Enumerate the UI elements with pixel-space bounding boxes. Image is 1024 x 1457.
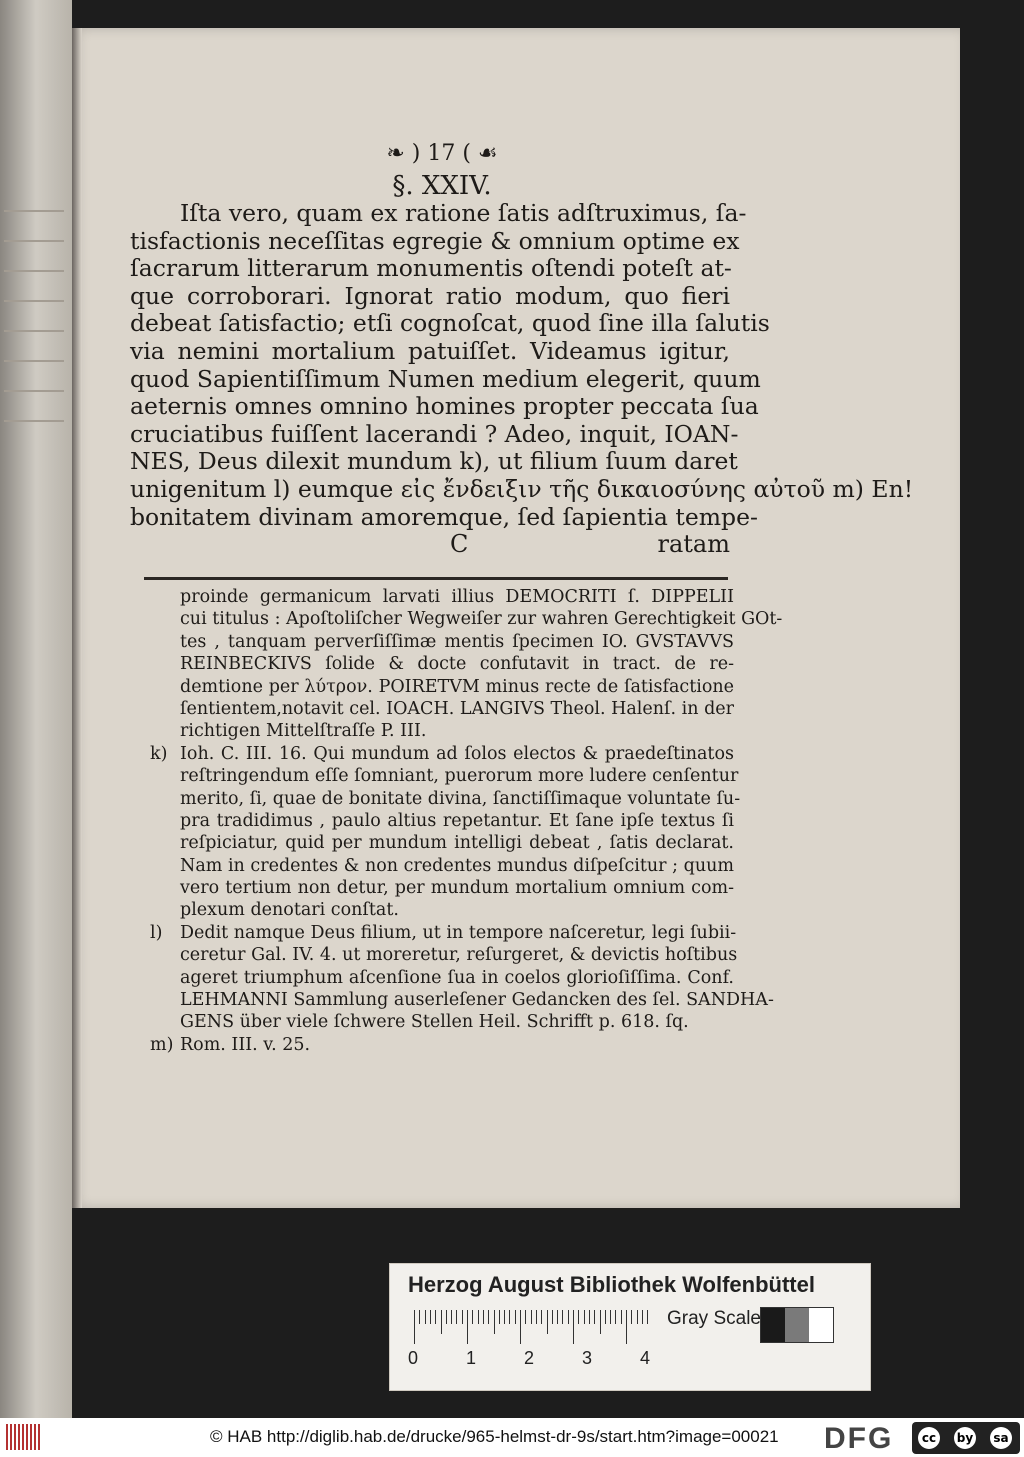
body-line: bonitatem divinam amoremque, ſed ſapientia tempe-: [130, 502, 758, 531]
ruler-number: 2: [524, 1348, 535, 1368]
ruler-tick: [642, 1310, 643, 1324]
body-line: via nemini mortalium patuiſſet. Videamus igitur,: [130, 336, 730, 365]
sa-icon: sa: [990, 1427, 1012, 1449]
footnote-text: tes , tanquam perverſiſſimæ mentis ſpecimen IO. GVSTAVVS: [180, 631, 734, 652]
ruler-tick: [504, 1310, 505, 1324]
ruler-tick: [610, 1310, 611, 1324]
ruler-tick: [446, 1310, 447, 1324]
footnote-text: plexum denotari conſtat.: [180, 900, 399, 921]
footnote-line: [150, 832, 734, 854]
body-line: debeat ſatisfactio; etſi cognoſcat, quod ſine illa ſalutis: [130, 309, 770, 338]
body-line: que corroborari. Ignorat ratio modum, quo fieri: [130, 281, 730, 310]
body-line: NES, Deus dilexit mundum k), ut filium ſuum daret: [130, 447, 738, 476]
ruler-tick: [557, 1310, 558, 1324]
ruler-tick: [509, 1310, 510, 1324]
ruler-tick: [414, 1310, 415, 1344]
ruler-number: 0: [408, 1348, 419, 1368]
ruler-tick: [647, 1310, 648, 1324]
footnote-text: reſtringendum eſſe ſomniant, puerorum more ludere cenſentur: [180, 766, 739, 787]
footnote-text: Dedit namque Deus filium, ut in tempore naſceretur, legi ſubii-: [180, 922, 737, 943]
barcode-icon: [6, 1424, 42, 1450]
ruler-tick: [494, 1310, 495, 1334]
footnote-text: GENS über viele ſchwere Stellen Heil. Schrifft p. 618. ſq.: [180, 1012, 689, 1033]
body-line: Iſta vero, quam ex ratione ſatis adſtruximus, ſa-: [180, 199, 747, 227]
ruler-tick: [552, 1310, 553, 1324]
ghost-text-line: [4, 390, 64, 392]
footnote-line: [150, 1034, 734, 1056]
footnote-text: proinde germanicum larvati illius DEMOCRITI ſ. DIPPELII: [180, 587, 734, 607]
footnote-text: vero tertium non detur, per mundum mortalium omnium com-: [180, 878, 734, 899]
footnote-marker: m): [150, 1034, 174, 1055]
footnote-line: [150, 631, 734, 653]
reference-label: [389, 1263, 871, 1391]
footnote-line: [150, 653, 734, 675]
ruler-tick: [435, 1310, 436, 1324]
ruler-tick: [472, 1310, 473, 1324]
footnote-line: [150, 944, 738, 966]
footnote-text: Nam in credentes & non credentes mundus diſpeſcitur ; quum: [180, 855, 734, 876]
gray-scale-label: Gray Scale: [667, 1308, 761, 1329]
by-icon: by: [954, 1427, 976, 1449]
footnote-line: [150, 720, 734, 742]
ruler-scale: [414, 1310, 650, 1346]
footnote-text: ſentientem,notavit cel. IOACH. LANGIVS Theol. Halenſ. in der: [180, 698, 734, 719]
ghost-text-line: [4, 330, 64, 332]
footnote-text: LEHMANNI Sammlung auserleſener Gedancken des ſel. SANDHA-: [180, 990, 774, 1011]
ruler-number: 3: [582, 1348, 593, 1368]
footnote-text: ageret triumphum aſcenſione ſua in coelos glorioſiſſima. Conf.: [180, 967, 734, 988]
body-line: aeternis omnes omnino homines propter peccata ſua: [130, 392, 759, 421]
body-line: cruciatibus fuiſſent lacerandi ? Adeo, inquit, IOAN-: [130, 419, 739, 448]
footnote-text: ceretur Gal. IV. 4. ut moreretur, reſurgeret, & devictis hoſtibus: [180, 945, 738, 966]
ruler-tick: [531, 1310, 532, 1324]
footnote-text: reſpiciatur, quid per mundum intelligi debeat , ſatis declarat.: [180, 833, 734, 854]
previous-page-edge: [0, 0, 72, 1418]
ruler-tick: [430, 1310, 431, 1324]
footnote-marker: l): [150, 922, 163, 943]
body-line: tisfactionis neceſſitas egregie & omnium optime ex: [130, 226, 740, 255]
ruler-tick: [425, 1310, 426, 1324]
ruler-tick: [562, 1310, 563, 1324]
footer-bar: [0, 1418, 1024, 1457]
footnote-text: richtigen Mittelſtraſſe P. III.: [180, 721, 427, 742]
ruler-tick: [541, 1310, 542, 1324]
footnote-line: [150, 810, 734, 832]
credit-link[interactable]: © HAB http://diglib.hab.de/drucke/965-helmst-dr-9s/start.htm?image=00021: [210, 1427, 779, 1446]
footnote-line: [150, 788, 741, 810]
ruler-tick: [600, 1310, 601, 1334]
ruler-tick: [515, 1310, 516, 1324]
ruler-tick: [637, 1310, 638, 1324]
ghost-text-line: [4, 210, 64, 212]
body-line: quod Sapientiſſimum Numen medium elegerit, quum: [130, 364, 761, 393]
footnote-line: [150, 676, 734, 698]
ruler-tick: [419, 1310, 420, 1324]
ruler-tick: [615, 1310, 616, 1324]
ruler-tick: [462, 1310, 463, 1324]
ruler-tick: [584, 1310, 585, 1324]
footnote-line: [150, 765, 739, 787]
body-line: unigenitum l) eumque εἰς ἔνδειξιν τῆς δικαιοσύνης αὐτοῦ m) En!: [130, 474, 914, 503]
ruler-tick: [525, 1310, 526, 1324]
footnote-line: [150, 698, 734, 720]
signature-row: [130, 531, 730, 559]
ruler-tick: [605, 1310, 606, 1324]
footnote-line: [150, 989, 774, 1011]
ruler-tick: [573, 1310, 574, 1344]
ruler-tick: [626, 1310, 627, 1344]
footnote-text: Ioh. C. III. 16. Qui mundum ad ſolos electos & praedeſtinatos: [180, 743, 734, 764]
ruler-tick: [578, 1310, 579, 1324]
ruler-tick: [621, 1310, 622, 1324]
ruler-tick: [488, 1310, 489, 1324]
footnote-text: demtione per λύτρον. POIRETVM minus recte de ſatisfactione: [180, 676, 734, 697]
footnote-text: Rom. III. v. 25.: [180, 1034, 311, 1055]
ruler-numbers: [408, 1348, 668, 1370]
footnote-line: [150, 922, 737, 944]
ruler-tick: [451, 1310, 452, 1324]
ruler-tick: [520, 1310, 521, 1344]
footnote-line: [150, 1011, 734, 1033]
signature-mark: C: [450, 530, 469, 559]
footnote-text: pra tradidimus , paulo altius repetantur. Et ſane ipſe textus ſi: [180, 810, 734, 831]
footnote-line: [150, 855, 734, 877]
footnote-marker: k): [150, 743, 168, 764]
body-text: [130, 199, 914, 559]
ghost-text-line: [4, 300, 64, 302]
running-head: ❧ ) 17 ( ☙: [386, 141, 498, 166]
gray-swatch: [809, 1308, 833, 1342]
ruler-number: 4: [640, 1348, 651, 1368]
ruler-tick: [456, 1310, 457, 1324]
body-line: ſacrarum litterarum monumentis oſtendi poteſt at-: [130, 254, 732, 283]
dfg-logo: DFG: [824, 1422, 894, 1455]
footnote-line: [150, 967, 734, 989]
section-title: §. XXIV.: [392, 171, 492, 201]
ruler-tick: [547, 1310, 548, 1334]
footnote-text: cui titulus : Apoſtoliſcher Wegweiſer zur wahren Gerechtigkeit GOt-: [180, 609, 783, 630]
ruler-number: 1: [466, 1348, 477, 1368]
footnote-text: REINBECKIVS ſolide & docte confutavit in tract. de re-: [180, 654, 734, 675]
ruler-tick: [594, 1310, 595, 1324]
footnote-rule: [144, 577, 728, 580]
footnote-line: [150, 586, 734, 608]
ruler-tick: [589, 1310, 590, 1324]
footnote-line: [150, 877, 734, 899]
book-page: [72, 28, 960, 1208]
ruler-tick: [467, 1310, 468, 1344]
ghost-text-line: [4, 420, 64, 422]
footnotes: [150, 586, 783, 1056]
ruler-tick: [631, 1310, 632, 1324]
creative-commons-icon[interactable]: [912, 1422, 1020, 1454]
gray-swatch: [761, 1308, 785, 1342]
ghost-text-line: [4, 360, 64, 362]
ruler-tick: [441, 1310, 442, 1334]
ruler-tick: [536, 1310, 537, 1324]
ruler-tick: [568, 1310, 569, 1324]
gray-scale-swatches: [760, 1307, 834, 1343]
footnote-text: merito, ſi, quae de bonitate divina, ſanctiſſimaque voluntate ſu-: [180, 788, 741, 809]
ruler-tick: [499, 1310, 500, 1324]
page-gutter: [72, 28, 82, 1208]
ruler-tick: [478, 1310, 479, 1324]
footnote-line: [150, 608, 783, 630]
ghost-text-line: [4, 240, 64, 242]
footnote-line: [150, 743, 734, 765]
library-name: Herzog August Bibliothek Wolfenbüttel: [408, 1272, 815, 1297]
gray-swatch: [785, 1308, 809, 1342]
catchword: ratam: [657, 530, 730, 559]
footnote-line: [150, 899, 734, 921]
cc-icon: cc: [918, 1427, 940, 1449]
ghost-text-line: [4, 270, 64, 272]
ruler-tick: [483, 1310, 484, 1324]
